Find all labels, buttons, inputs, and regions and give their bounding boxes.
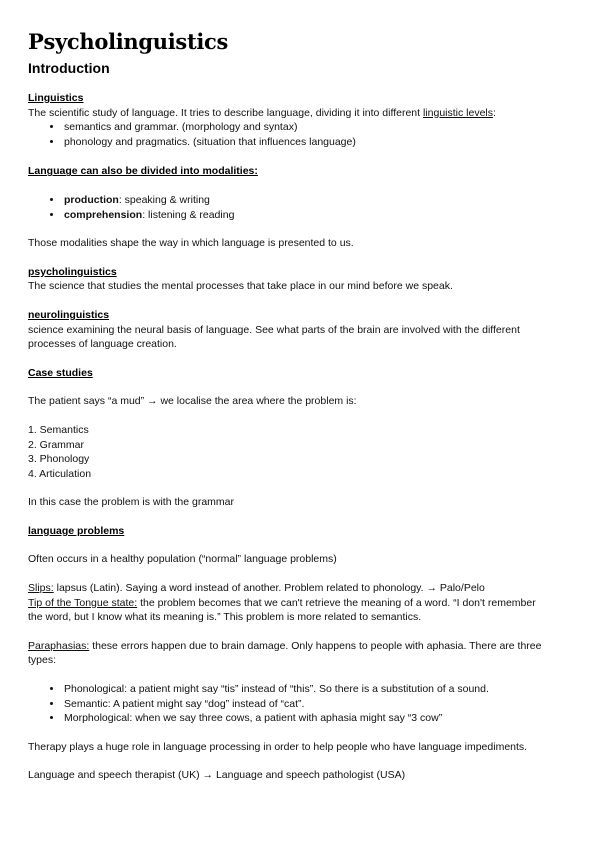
list-item: • phonology and pragmatics. (situation that influences language) [63, 135, 572, 150]
case-studies-heading: Case studies [28, 366, 93, 379]
list-item: • Semantic: A patient might say “dog” instead of “cat”. [63, 697, 572, 712]
paraphasias-label: Paraphasias: [28, 639, 90, 652]
language-problems-intro: Often occurs in a healthy population (“normal” language problems) [28, 553, 337, 566]
numbered-item: 2. Grammar [28, 438, 85, 451]
neurolinguistics-heading: neurolinguistics [28, 308, 110, 321]
slips-text: lapsus (Latin). Saying a word instead of another. Problem related to phonology. → Palo/Pelo [53, 582, 485, 595]
linguistic-levels-link[interactable]: linguistic levels [422, 106, 493, 119]
numbered-item: 1. Semantics [28, 423, 89, 436]
psycholinguistics-text: The science that studies the mental processes that take place in our mind before we speak. [28, 280, 453, 293]
paraphasias-text: these errors happen due to brain damage. Only happens to people with aphasia. There are three [89, 639, 542, 652]
tot-line2: the word, but I know what its meaning is.” This problem is more related to semantics. [28, 611, 422, 624]
list-item: • Morphological: when we say three cows, a patient with aphasia might say “3 cow” [63, 711, 572, 726]
modalities-bullets [28, 193, 572, 222]
tot-label: Tip of the Tongue state: [28, 596, 138, 609]
tot-text: the problem becomes that we can't retrieve the meaning of a word. “I don't remember [137, 596, 536, 609]
slips-paragraph [28, 581, 572, 596]
modality-desc: : speaking & writing [118, 193, 210, 206]
slips-label: Slips: [28, 582, 54, 595]
therapist-text: Language and speech therapist (UK) → Language and speech pathologist (USA) [28, 769, 406, 782]
tot-paragraph [28, 596, 572, 611]
neurolinguistics-line2: processes of language creation. [28, 338, 177, 351]
modality-term: production [64, 193, 119, 206]
modality-term: comprehension [64, 208, 143, 221]
therapy-text: Therapy plays a huge role in language processing in order to help people who have language impediments. [28, 740, 528, 753]
case-studies-intro: The patient says “a mud” → we localise the area where the problem is: [28, 395, 357, 408]
paraphasias-paragraph [28, 639, 572, 654]
paraphasias-line2: types: [28, 654, 57, 667]
linguistics-definition [28, 106, 572, 121]
modality-desc: : listening & reading [142, 208, 235, 221]
language-problems-heading: language problems [28, 524, 125, 537]
paraphasias-bullets [28, 682, 572, 726]
linguistics-colon: : [493, 106, 496, 119]
document-title: Psycholinguistics [28, 29, 229, 54]
intro-heading: Introduction [28, 60, 110, 76]
numbered-item: 3. Phonology [28, 453, 90, 466]
modalities-heading: Language can also be divided into modalities: [28, 165, 258, 178]
list-item: • semantics and grammar. (morphology and syntax) [63, 120, 572, 135]
linguistics-text: The scientific study of language. It tries to describe language, dividing it into different [28, 106, 423, 119]
list-item: • Phonological: a patient might say “tis” instead of “this”. So there is a substitution of a sound. [63, 682, 572, 697]
modalities-closing: Those modalities shape the way in which language is presented to us. [28, 237, 354, 250]
linguistics-bullets [28, 120, 572, 149]
neurolinguistics-line1: science examining the neural basis of language. See what parts of the brain are involved with the different [28, 323, 520, 336]
list-item [63, 208, 572, 223]
linguistics-heading: Linguistics [28, 92, 84, 104]
list-item [63, 193, 572, 208]
case-studies-conclusion: In this case the problem is with the grammar [28, 496, 235, 509]
numbered-item: 4. Articulation [28, 467, 92, 480]
psycholinguistics-heading: psycholinguistics [28, 265, 117, 278]
